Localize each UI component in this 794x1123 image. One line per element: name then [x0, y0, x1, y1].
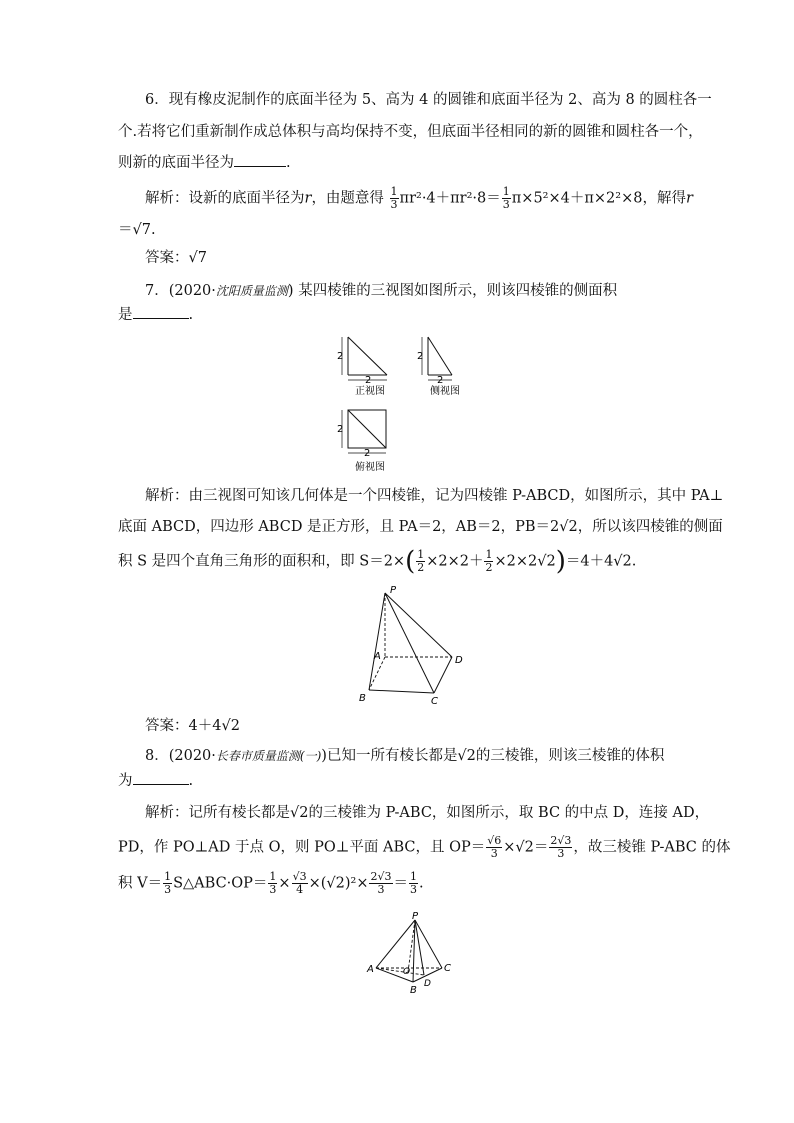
tetra-label-p: P — [412, 912, 419, 922]
q6-answer: 答案：√7 — [145, 250, 207, 266]
side-dim-vertical: 2 — [417, 351, 424, 362]
q8-sol-2a: PD，作 PO⊥AD 于点 O，则 PO⊥平面 ABC，且 OP＝ — [118, 839, 486, 856]
q7-line-2-text: 是 — [118, 307, 133, 323]
q6-sol-var-r2: r — [685, 190, 693, 207]
q7-pyramid-figure — [355, 583, 475, 708]
q7-frac-1-2-b — [484, 549, 493, 574]
q8-answer-blank — [133, 784, 189, 785]
q6-line-1: 6．现有橡皮泥制作的底面半径为 5、高为 4 的圆锥和底面半径为 2、高为 8 的圆柱各一 — [145, 92, 712, 108]
q8-solution-line-3 — [118, 871, 424, 896]
q7-frac-1-2-a — [416, 549, 425, 574]
q7-answer: 答案：4＋4√2 — [145, 718, 240, 734]
front-dim-horizontal: 2 — [365, 375, 372, 386]
frac-den: 3 — [390, 198, 398, 211]
front-view-label: 正视图 — [355, 386, 385, 397]
frac-num: 1 — [164, 870, 172, 883]
front-view — [337, 337, 387, 397]
frac-den: 3 — [490, 847, 498, 860]
frac-num: 2√3 — [550, 834, 572, 847]
q8-sol-2b: ×√2＝ — [503, 839, 549, 856]
q8-line-2-text: 为 — [118, 773, 133, 789]
q8-sol-3c: × — [278, 875, 291, 892]
q7-sol-3b: ×2×2＋ — [426, 553, 484, 570]
q7-answer-blank — [133, 318, 189, 319]
q8-frac-sqrt3-4 — [292, 871, 308, 896]
frac-num: √6 — [487, 834, 502, 847]
frac-num: 1 — [502, 185, 510, 198]
q7-line-2 — [118, 305, 193, 325]
frac-num: 1 — [410, 870, 417, 883]
q8-frac-2sqrt3-3-a — [549, 835, 572, 860]
q8-frac-1-3-c — [409, 871, 418, 896]
frac-num: 1 — [417, 548, 425, 561]
q7-solution-line-2: 底面 ABCD，四边形 ABCD 是正方形，且 PA＝2，AB＝2，PB＝2√2，所以该四棱锥的侧面 — [118, 519, 723, 535]
q6-answer-blank — [234, 166, 286, 167]
q8-line-2 — [118, 771, 193, 791]
top-dim-horizontal: 2 — [364, 448, 371, 459]
q6-sol-var-r: r — [304, 190, 312, 207]
frac-den: 2 — [485, 561, 493, 574]
frac-den: 3 — [269, 883, 277, 896]
q8-sol-3a: 积 V＝ — [118, 875, 163, 892]
q8-frac-sqrt6-3 — [486, 835, 502, 860]
pyramid-label-a: A — [374, 651, 381, 662]
q6-frac-1-3-a — [390, 186, 399, 211]
q8-sol-3e: ＝ — [393, 875, 408, 892]
frac-num: 1 — [269, 870, 277, 883]
q7-num: 7．(2020· — [145, 283, 216, 299]
pyramid-label-b: B — [359, 693, 366, 704]
frac-num: 1 — [485, 548, 493, 561]
tetra-label-o: O — [403, 967, 411, 977]
q6-line-2: 个.若将它们重新制作成总体积与高均保持不变，但底面半径相同的新的圆锥和圆柱各一个， — [118, 124, 703, 140]
q7-solution-line-1: 解析：由三视图可知该几何体是一个四棱锥，记为四棱锥 P-ABCD，如图所示，其中 PA⊥ — [145, 488, 724, 504]
side-view-label: 侧视图 — [430, 386, 460, 397]
frac-den: 4 — [296, 883, 304, 896]
q8-num: 8．(2020· — [145, 748, 216, 764]
q6-sol-mid: ，由题意得 — [311, 190, 384, 207]
q8-line-2-end: . — [188, 773, 194, 789]
frac-num: 1 — [390, 185, 398, 198]
pyramid-label-d: D — [455, 655, 463, 666]
q8-sol-3b: S△ABC·OP＝ — [173, 875, 268, 892]
q8-tetrahedron-figure — [366, 912, 461, 997]
frac-den: 3 — [502, 198, 510, 211]
q8-line-1-rest: )已知一所有棱长都是√2的三棱锥，则该三棱锥的体积 — [321, 748, 665, 764]
q6-frac-1-3-b — [502, 186, 511, 211]
q6-sol-eq1: πr²·4＋πr²·8＝ — [399, 190, 501, 207]
tetra-label-d: D — [424, 979, 431, 989]
pyramid-label-p: P — [390, 585, 397, 596]
q7-sol-3c: ×2×2√2 — [494, 553, 556, 570]
q8-solution-line-1: 解析：记所有棱长都是√2的三棱锥为 P-ABC，如图所示，取 BC 的中点 D，连接 AD， — [145, 805, 710, 821]
side-dim-horizontal: 2 — [437, 375, 444, 386]
q7-line-2-end: . — [188, 307, 194, 323]
q7-line-1-rest: ) 某四棱锥的三视图如图所示，则该四棱锥的侧面积 — [287, 283, 618, 299]
q7-line-1 — [145, 281, 617, 301]
pyramid-label-c: C — [431, 696, 438, 707]
frac-num: √3 — [292, 870, 307, 883]
q8-sol-2c: ，故三棱锥 P-ABC 的体 — [573, 839, 731, 856]
q6-sol-eq2: π×5²×4＋π×2²×8，解得 — [511, 190, 686, 207]
frac-num: 2√3 — [370, 870, 392, 883]
q8-frac-2sqrt3-3-b — [369, 871, 392, 896]
q8-sol-3f: . — [419, 875, 424, 892]
q8-sol-3d: ×(√2)²× — [308, 875, 369, 892]
q6-line-3 — [118, 153, 291, 173]
top-view — [337, 410, 386, 473]
side-view — [417, 337, 460, 397]
q8-frac-1-3-a — [163, 871, 172, 896]
front-dim-vertical: 2 — [337, 351, 344, 362]
q7-solution-line-3 — [118, 546, 637, 577]
q6-sol-prefix: 解析：设新的底面半径为 — [145, 190, 305, 207]
frac-den: 3 — [164, 883, 172, 896]
open-paren: ( — [405, 546, 416, 577]
q6-line-3-text: 则新的底面半径为 — [118, 155, 234, 171]
frac-den: 3 — [410, 883, 417, 896]
q8-solution-line-2 — [118, 835, 730, 860]
tetra-label-c: C — [444, 963, 451, 974]
top-view-label: 俯视图 — [355, 462, 385, 473]
q7-sol-3d: ＝4＋4√2. — [565, 553, 637, 570]
tetra-label-a: A — [367, 964, 374, 975]
q7-sol-3a: 积 S 是四个直角三角形的面积和，即 S＝2× — [118, 553, 406, 570]
q6-line-3-end: . — [286, 155, 291, 171]
q6-solution-line-1 — [145, 186, 693, 211]
frac-den: 3 — [557, 847, 565, 860]
close-paren: ) — [555, 546, 566, 577]
tetra-label-b: B — [410, 985, 417, 996]
frac-den: 2 — [417, 561, 425, 574]
q8-line-1 — [145, 746, 664, 766]
frac-den: 3 — [377, 883, 385, 896]
top-dim-vertical: 2 — [337, 424, 344, 435]
q8-source: 长春市质量监测(一) — [215, 749, 322, 763]
q8-frac-1-3-b — [268, 871, 277, 896]
q7-source: 沈阳质量监测 — [215, 284, 288, 298]
q6-solution-line-2: ＝√7. — [118, 222, 156, 238]
q7-three-views-figure — [335, 332, 460, 477]
